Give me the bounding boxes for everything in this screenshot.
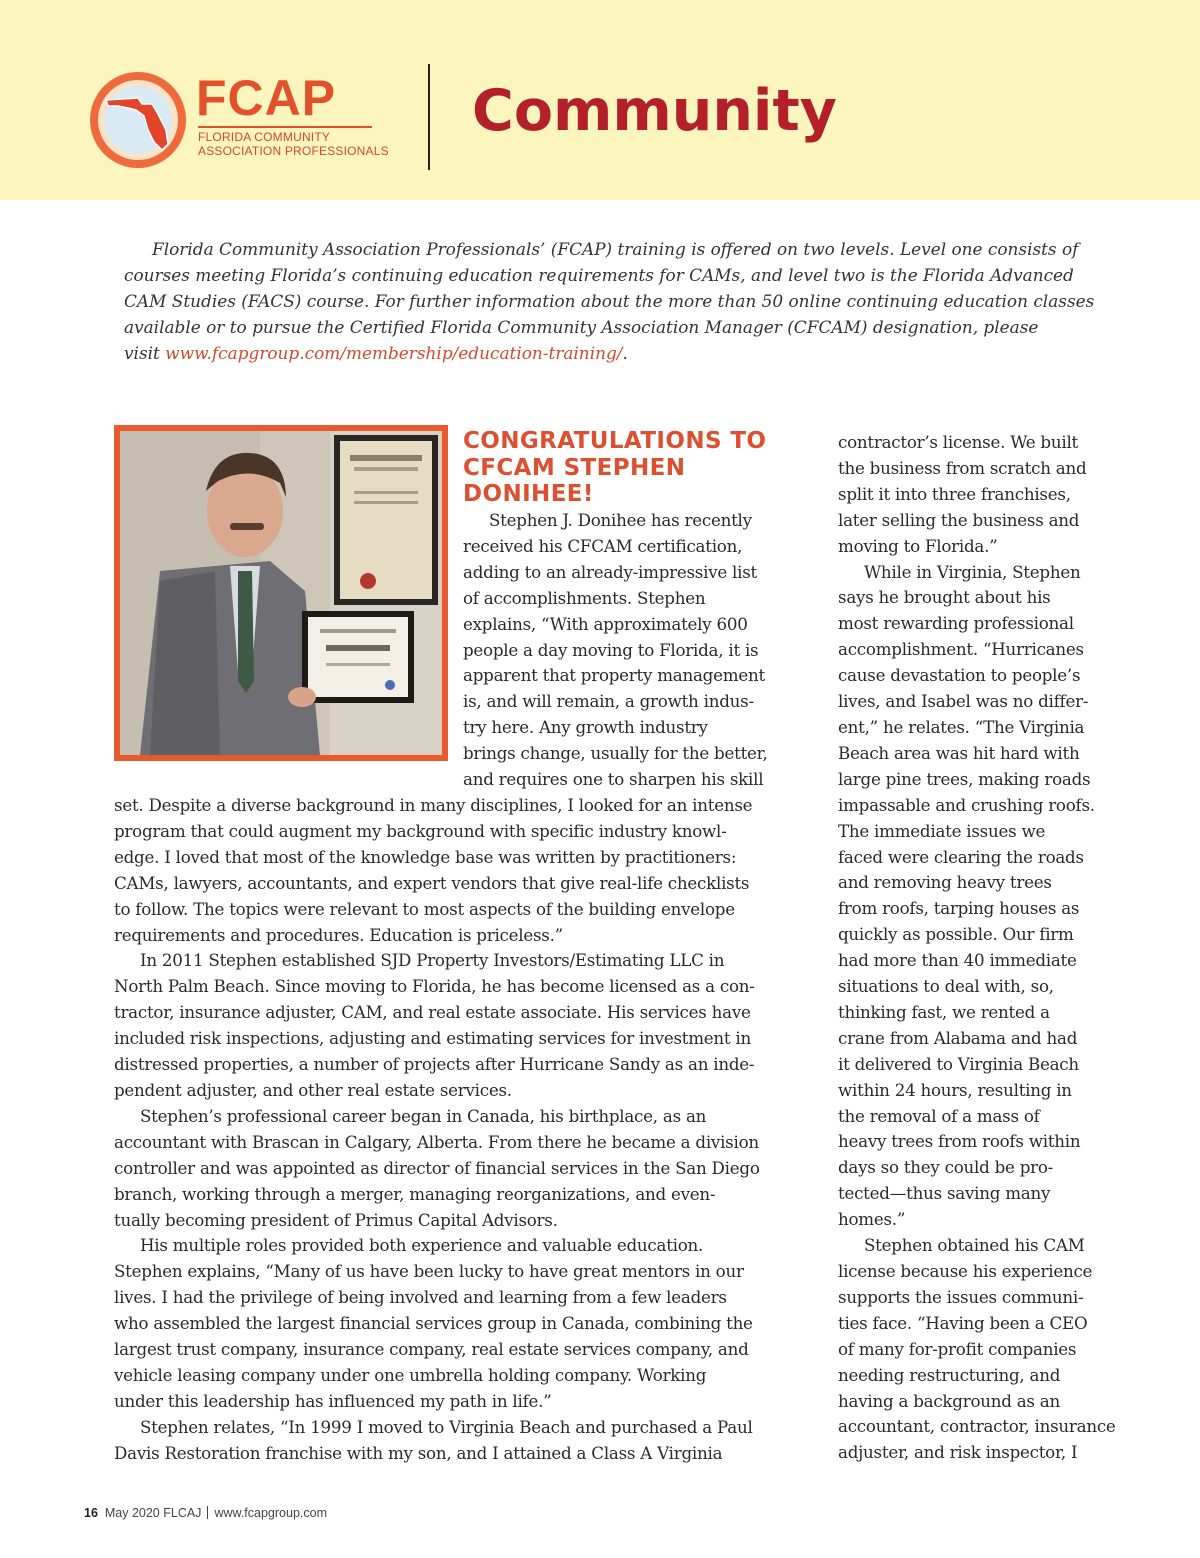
text-line: from roofs, tarping houses as (838, 898, 1080, 919)
intro-paragraph (124, 236, 1104, 366)
text-line: people a day moving to Florida, it is (463, 639, 759, 660)
text-line: impassable and crushing roofs. (838, 794, 1095, 815)
text-line: license because his experience (838, 1261, 1093, 1281)
text-line: the removal of a mass of (838, 1105, 1040, 1126)
text-line: and requires one to sharpen his skill (463, 769, 764, 790)
intro-line-4: available or to pursue the Certified Florida Community Association Manager (CFCAM) designation, please (124, 317, 1039, 337)
text-line: accountant with Brascan in Calgary, Alberta. From there he became a division (114, 1131, 759, 1152)
intro-line-5 (124, 340, 1104, 366)
text-line: split it into three franchises, (838, 483, 1071, 504)
text-line: within 24 hours, resulting in (838, 1079, 1072, 1100)
text-line: is, and will remain, a growth indus- (463, 691, 754, 712)
logo-subtitle (198, 130, 389, 158)
text-line: received his CFCAM certification, (463, 535, 743, 556)
text-line: His multiple roles provided both experience and valuable education. (140, 1235, 704, 1256)
text-line: large pine trees, making roads (838, 768, 1091, 789)
header-band (0, 0, 1200, 200)
intro-period: . (622, 343, 628, 363)
text-line: quickly as possible. Our firm (838, 924, 1074, 945)
education-link[interactable]: www.fcapgroup.com/membership/education-training/ (165, 343, 623, 363)
text-line: tractor, insurance adjuster, CAM, and real estate associate. His services have (114, 1002, 751, 1023)
text-line: Stephen J. Donihee has recently (489, 510, 752, 530)
text-line: tually becoming president of Primus Capital Advisors. (114, 1209, 558, 1230)
text-line: vehicle leasing company under one umbrella holding company. Working (114, 1364, 707, 1385)
text-line: Stephen explains, “Many of us have been lucky to have great mentors in our (114, 1261, 744, 1282)
text-line: of many for-profit companies (838, 1338, 1077, 1359)
logo-rule (198, 126, 372, 128)
portrait-photo-icon (120, 431, 442, 755)
text-line: lives, and Isabel was no differ- (838, 691, 1089, 712)
text-line: it delivered to Virginia Beach (838, 1053, 1079, 1074)
text-line: later selling the business and (838, 509, 1080, 530)
text-line: heavy trees from roofs within (838, 1131, 1081, 1152)
heading-line-2: CFCAM STEPHEN (463, 454, 686, 481)
text-line: faced were clearing the roads (838, 846, 1084, 867)
text-line: Stephen’s professional career began in Canada, his birthplace, as an (140, 1105, 707, 1126)
text-line: program that could augment my background with specific industry knowl- (114, 820, 727, 841)
text-line: thinking fast, we rented a (838, 1001, 1050, 1022)
text-line: accomplishment. “Hurricanes (838, 639, 1084, 660)
text-line: Stephen obtained his CAM (864, 1235, 1085, 1256)
article-column-wide (114, 793, 760, 1467)
text-line: set. Despite a diverse background in many disciplines, I looked for an intense (114, 795, 753, 815)
text-line: situations to deal with, so, (838, 976, 1054, 997)
text-line: controller and was appointed as director of financial services in the San Diego (114, 1157, 760, 1178)
text-line: having a background as an (838, 1390, 1060, 1411)
issue-label: May 2020 FLCAJ (104, 1506, 202, 1520)
text-line: Davis Restoration franchise with my son, and I attained a Class A Virginia (114, 1442, 723, 1463)
text-line: moving to Florida.” (838, 535, 998, 556)
text-line: accountant, contractor, insurance (838, 1416, 1116, 1437)
intro-line-3: CAM Studies (FACS) course. For further information about the more than 50 online continuing education classes (124, 291, 1095, 311)
text-line: included risk inspections, adjusting and estimating services for investment in (114, 1028, 751, 1049)
text-line: pendent adjuster, and other real estate services. (114, 1079, 512, 1100)
text-line: and removing heavy trees (838, 872, 1052, 893)
article-column-right (838, 430, 1116, 1466)
text-line: cause devastation to people’s (838, 665, 1081, 686)
text-line: crane from Alabama and had (838, 1027, 1078, 1048)
text-line: While in Virginia, Stephen (864, 561, 1081, 582)
text-line: ties face. “Having been a CEO (838, 1312, 1088, 1333)
header-divider (428, 64, 430, 170)
text-line: explains, “With approximately 600 (463, 613, 748, 634)
text-line: the business from scratch and (838, 457, 1087, 478)
text-line: Beach area was hit hard with (838, 742, 1080, 763)
text-line: The immediate issues we (838, 820, 1046, 841)
text-line: contractor’s license. We built (838, 432, 1078, 452)
text-line: apparent that property management (463, 665, 765, 686)
text-line: try here. Any growth industry (463, 717, 708, 738)
text-line: CAMs, lawyers, accountants, and expert vendors that give real-life checklists (114, 872, 750, 893)
text-line: lives. I had the privilege of being involved and learning from a few leaders (114, 1287, 727, 1308)
text-line: Stephen relates, “In 1999 I moved to Virginia Beach and purchased a Paul (140, 1416, 753, 1437)
logo-subtitle-line-2: ASSOCIATION PROFESSIONALS (198, 144, 389, 158)
text-line: distressed properties, a number of projects after Hurricane Sandy as an inde- (114, 1054, 755, 1075)
text-line: brings change, usually for the better, (463, 743, 768, 764)
heading-line-1: CONGRATULATIONS TO (463, 428, 767, 454)
footer-divider (207, 1506, 208, 1519)
text-line: days so they could be pro- (838, 1157, 1054, 1178)
page-footer (84, 1506, 327, 1520)
intro-line-1: Florida Community Association Professionals’ (FCAP) training is offered on two levels. Level one consists of (152, 239, 1079, 259)
fcap-logo-icon (88, 70, 188, 170)
page-number: 16 (84, 1506, 98, 1520)
intro-line-2: courses meeting Florida’s continuing education requirements for CAMs, and level two is the Florida Advanced (124, 265, 1074, 285)
text-line: edge. I loved that most of the knowledge base was written by practitioners: (114, 846, 737, 867)
text-line: North Palm Beach. Since moving to Florida, he has become licensed as a con- (114, 976, 755, 997)
text-line: tected—thus saving many (838, 1183, 1051, 1204)
logo-wordmark: FCAP (196, 70, 337, 126)
footer-website: www.fcapgroup.com (214, 1506, 327, 1520)
text-line: largest trust company, insurance company, real estate services company, and (114, 1339, 749, 1360)
text-line: adjuster, and risk inspector, I (838, 1442, 1078, 1463)
text-line: branch, working through a merger, managing reorganizations, and even- (114, 1183, 716, 1204)
text-line: requirements and procedures. Education is priceless.” (114, 924, 563, 945)
logo-subtitle-line-1: FLORIDA COMMUNITY (198, 130, 331, 144)
text-line: supports the issues communi- (838, 1286, 1084, 1307)
article-column-top (463, 508, 768, 793)
text-line: who assembled the largest financial services group in Canada, combining the (114, 1313, 753, 1334)
text-line: needing restructuring, and (838, 1364, 1061, 1385)
heading-line-3: DONIHEE! (463, 481, 594, 507)
text-line: says he brought about his (838, 587, 1051, 608)
text-line: most rewarding professional (838, 613, 1074, 634)
text-line: to follow. The topics were relevant to most aspects of the building envelope (114, 898, 735, 919)
text-line: In 2011 Stephen established SJD Property Investors/Estimating LLC in (140, 950, 725, 971)
section-title: Community (472, 78, 837, 144)
text-line: under this leadership has influenced my path in life.” (114, 1390, 552, 1411)
intro-visit-text: visit (124, 343, 166, 363)
text-line: of accomplishments. Stephen (463, 587, 706, 608)
text-line: had more than 40 immediate (838, 950, 1077, 971)
text-line: homes.” (838, 1209, 906, 1230)
text-line: ent,” he relates. “The Virginia (838, 716, 1085, 737)
article-heading (463, 428, 793, 508)
text-line: adding to an already-impressive list (463, 561, 757, 582)
